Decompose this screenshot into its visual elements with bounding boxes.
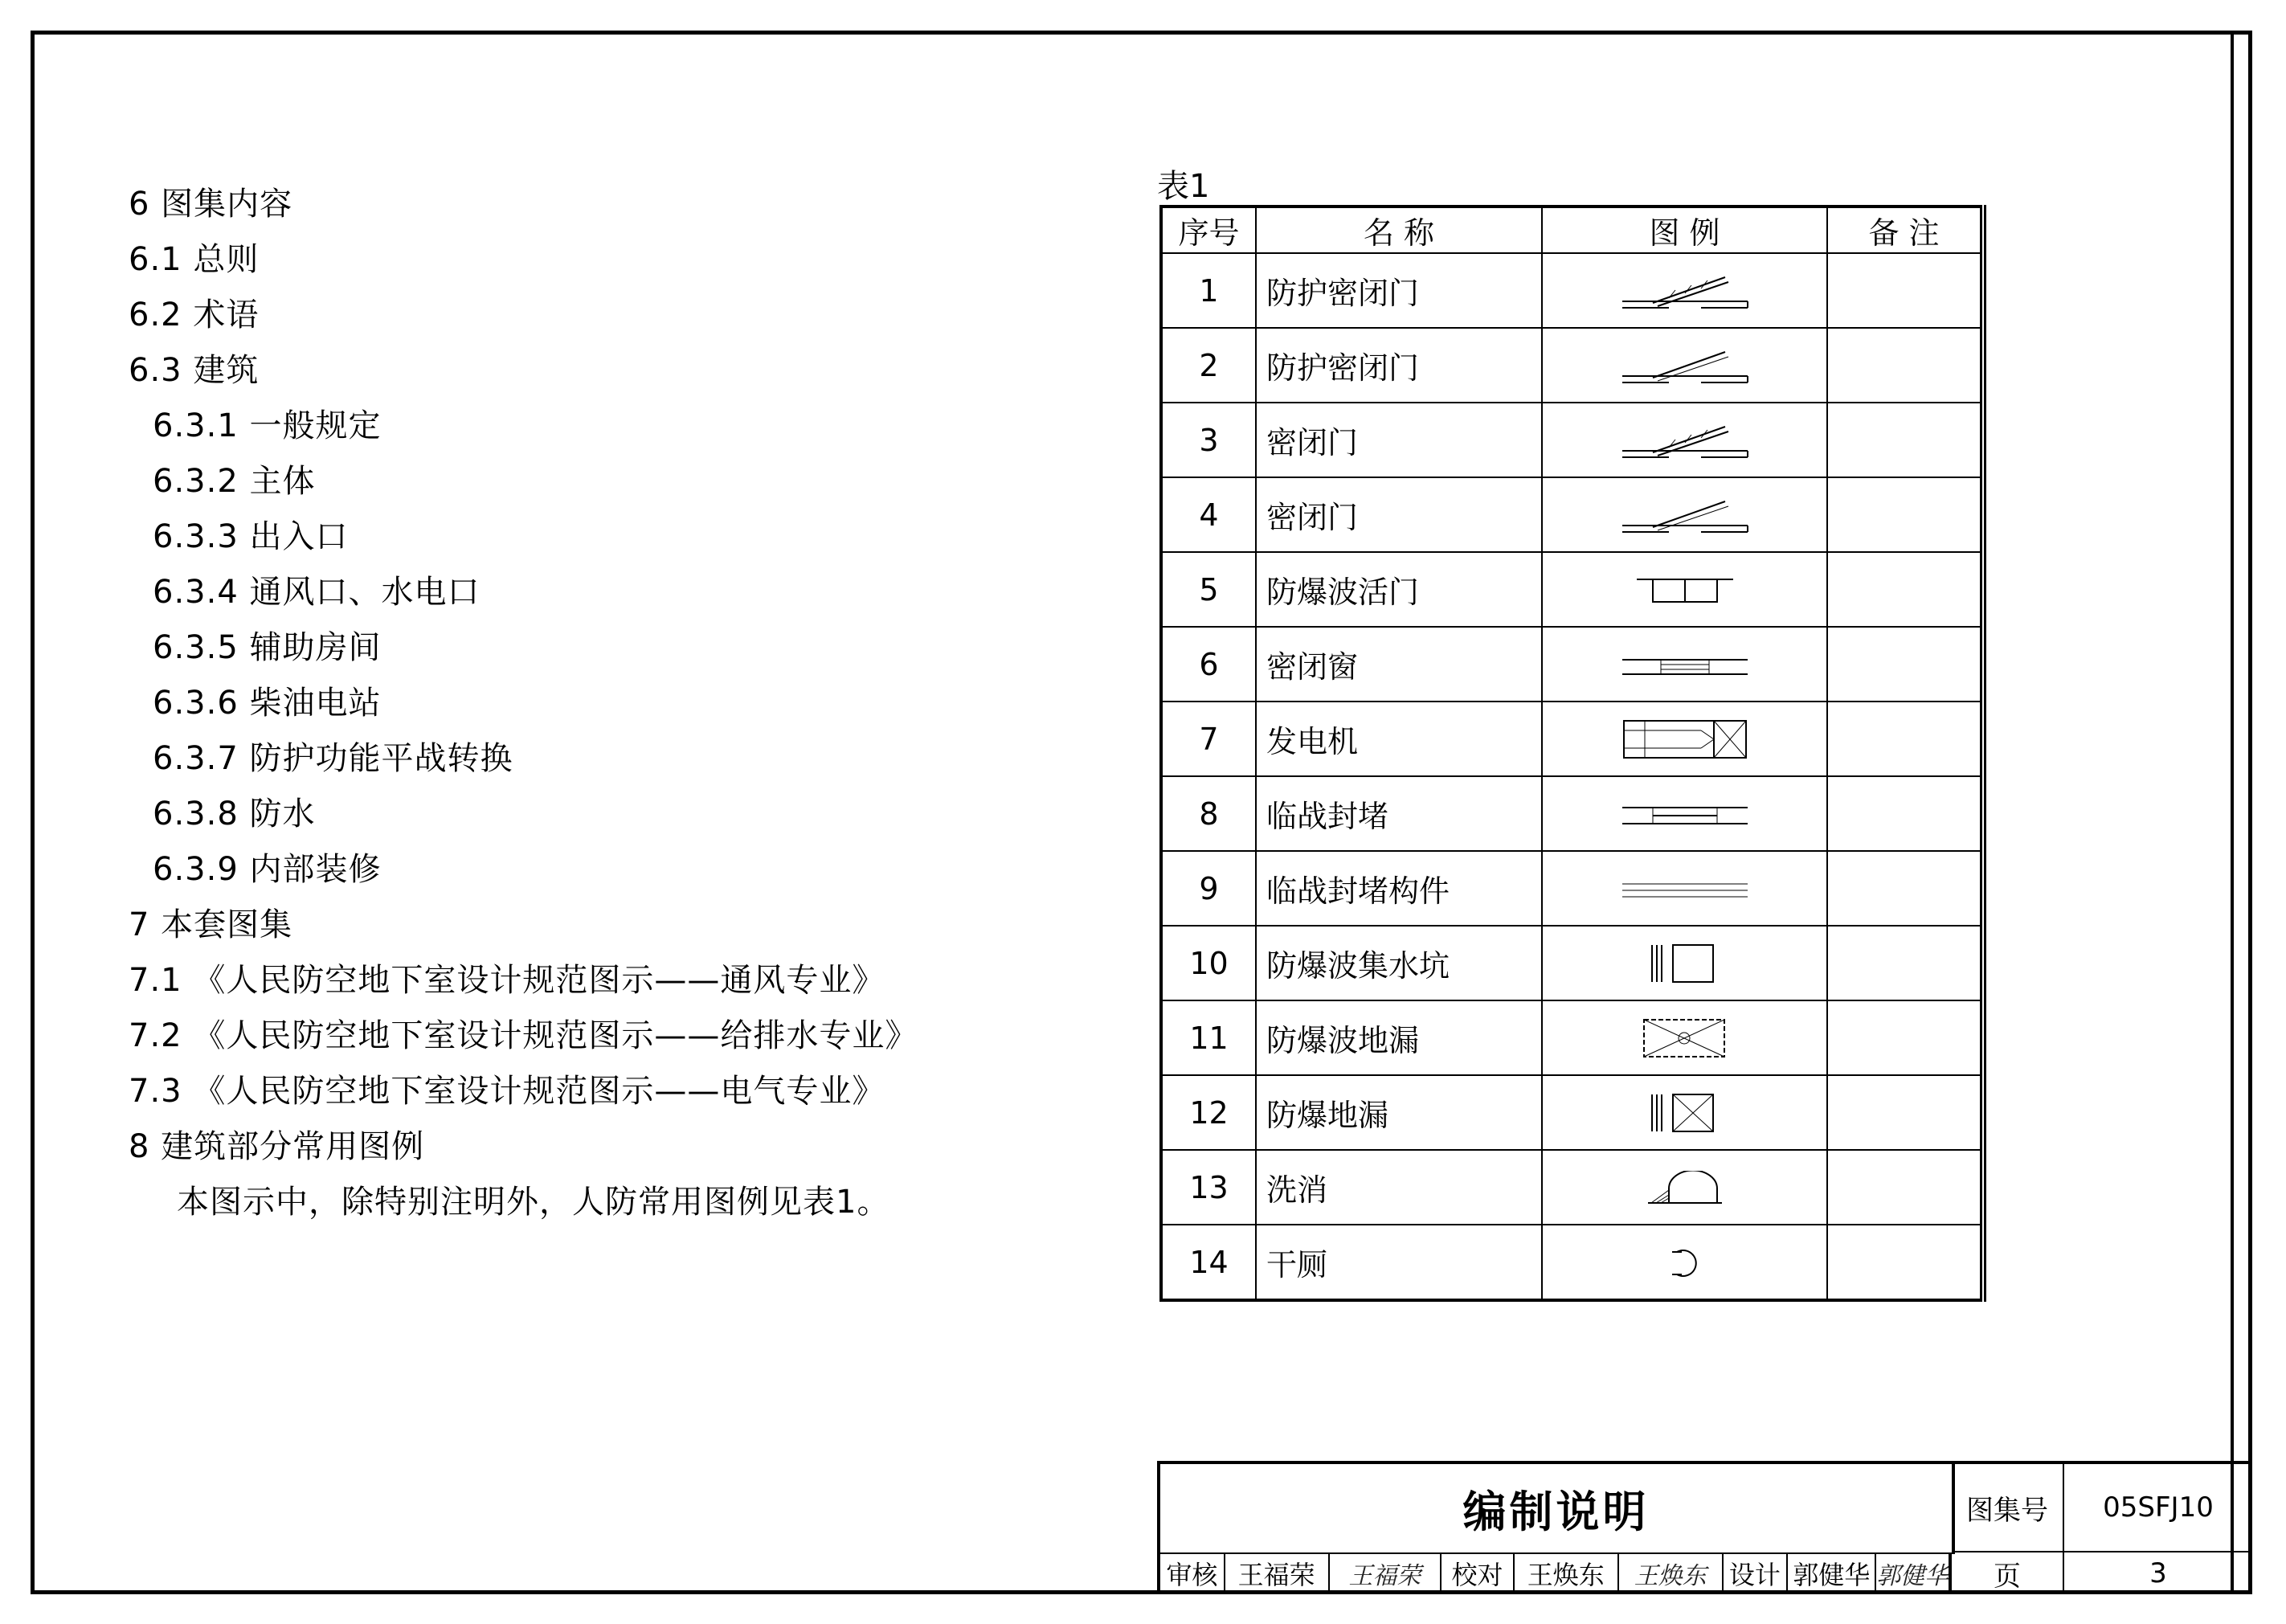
row-name: 防护密闭门 xyxy=(1256,253,1542,328)
row-number: 7 xyxy=(1161,702,1256,776)
row-number: 5 xyxy=(1161,552,1256,627)
contents-line: 6 图集内容 xyxy=(129,186,293,223)
door-tilted-hatched-icon xyxy=(1542,403,1827,477)
row-number: 14 xyxy=(1161,1225,1256,1300)
row-note xyxy=(1827,477,1983,552)
table-row xyxy=(1161,253,1983,328)
row-name: 临战封堵构件 xyxy=(1256,851,1542,926)
checker-signature: 王焕东 xyxy=(1619,1552,1724,1594)
door-tilted-hatched-icon xyxy=(1542,253,1827,328)
contents-line: 6.3.8 防水 xyxy=(153,796,316,832)
row-name: 防爆地漏 xyxy=(1256,1075,1542,1150)
row-number: 12 xyxy=(1161,1075,1256,1150)
row-name: 发电机 xyxy=(1256,702,1542,776)
drawing-title: 编制说明 xyxy=(1160,1464,1955,1554)
table-row xyxy=(1161,702,1983,776)
reviewer-name: 王福荣 xyxy=(1225,1552,1330,1594)
seal-icon xyxy=(1542,776,1827,851)
checker-name: 王焕东 xyxy=(1515,1552,1619,1594)
contents-line: 6.2 术语 xyxy=(129,297,260,333)
row-number: 1 xyxy=(1161,253,1256,328)
contents-line: 本图示中，除特别注明外，人防常用图例见表1。 xyxy=(177,1184,890,1221)
frame-binding-line xyxy=(2231,34,2234,1591)
legend-header-row xyxy=(1161,207,1983,253)
row-note xyxy=(1827,403,1983,477)
designer-signature: 郭健华 xyxy=(1876,1562,1949,1590)
arch-icon xyxy=(1542,1150,1827,1225)
contents-line: 6.3.9 内部装修 xyxy=(153,851,382,888)
table-row xyxy=(1161,627,1983,702)
contents-line: 6.3.7 防护功能平战转换 xyxy=(153,740,513,777)
row-number: 11 xyxy=(1161,1000,1256,1075)
door-tilted-icon xyxy=(1542,328,1827,403)
row-note xyxy=(1827,926,1983,1000)
contents-line: 6.3.4 通风口、水电口 xyxy=(153,574,481,611)
contents-line: 7.3 《人民防空地下室设计规范图示——电气专业》 xyxy=(129,1073,885,1110)
contents-line: 6.1 总则 xyxy=(129,241,260,278)
row-note xyxy=(1827,627,1983,702)
contents-line: 6.3.6 柴油电站 xyxy=(153,685,382,722)
row-number: 9 xyxy=(1161,851,1256,926)
contents-line: 6.3.1 一般规定 xyxy=(153,407,382,444)
review-label: 审核 xyxy=(1160,1552,1225,1594)
blast-valve-icon xyxy=(1542,552,1827,627)
design-label: 设计 xyxy=(1724,1552,1789,1594)
header-num: 序号 xyxy=(1161,207,1256,253)
row-number: 4 xyxy=(1161,477,1256,552)
reviewer-signature: 王福荣 xyxy=(1330,1552,1442,1594)
row-note xyxy=(1827,1000,1983,1075)
box-cross-small-icon xyxy=(1542,1075,1827,1150)
contents-line: 7 本套图集 xyxy=(129,906,293,943)
table-row xyxy=(1161,403,1983,477)
row-note xyxy=(1827,1150,1983,1225)
table-row xyxy=(1161,926,1983,1000)
row-number: 10 xyxy=(1161,926,1256,1000)
row-name: 密闭窗 xyxy=(1256,627,1542,702)
contents-list xyxy=(129,177,1173,1230)
sump-icon xyxy=(1542,926,1827,1000)
contents-line: 8 建筑部分常用图例 xyxy=(129,1128,425,1165)
page-label: 页 xyxy=(1952,1552,2064,1594)
table-row xyxy=(1161,1000,1983,1075)
legend-table xyxy=(1159,205,1986,1302)
check-label: 校对 xyxy=(1442,1552,1515,1594)
row-note xyxy=(1827,1075,1983,1150)
row-number: 13 xyxy=(1161,1150,1256,1225)
atlas-no-label: 图集号 xyxy=(1952,1464,2064,1552)
table-row xyxy=(1161,776,1983,851)
row-name: 临战封堵 xyxy=(1256,776,1542,851)
contents-line: 7.2 《人民防空地下室设计规范图示——给排水专业》 xyxy=(129,1017,918,1054)
header-note: 备 注 xyxy=(1827,207,1983,253)
contents-line: 6.3.2 主体 xyxy=(153,463,316,500)
row-name: 防爆波地漏 xyxy=(1256,1000,1542,1075)
table-caption: 表1 xyxy=(1157,168,1210,205)
table-row xyxy=(1161,1225,1983,1300)
row-note xyxy=(1827,328,1983,403)
row-name: 洗消 xyxy=(1256,1150,1542,1225)
door-tilted-icon xyxy=(1542,477,1827,552)
row-note xyxy=(1827,552,1983,627)
row-number: 2 xyxy=(1161,328,1256,403)
contents-line: 6.3 建筑 xyxy=(129,352,260,389)
row-name: 密闭门 xyxy=(1256,477,1542,552)
row-note xyxy=(1827,253,1983,328)
table-row xyxy=(1161,1150,1983,1225)
table-row xyxy=(1161,1075,1983,1150)
table-row xyxy=(1161,477,1983,552)
circle-open-icon xyxy=(1542,1225,1827,1300)
signature-row xyxy=(1160,1552,1952,1594)
row-number: 3 xyxy=(1161,403,1256,477)
row-number: 6 xyxy=(1161,627,1256,702)
row-note xyxy=(1827,1225,1983,1300)
contents-line: 6.3.3 出入口 xyxy=(153,518,349,555)
row-name: 密闭门 xyxy=(1256,403,1542,477)
window-icon xyxy=(1542,627,1827,702)
row-note xyxy=(1827,702,1983,776)
generator-icon xyxy=(1542,702,1827,776)
box-cross-icon xyxy=(1542,1000,1827,1075)
row-note xyxy=(1827,776,1983,851)
table-row xyxy=(1161,328,1983,403)
table-row xyxy=(1161,851,1983,926)
contents-line: 7.1 《人民防空地下室设计规范图示——通风专业》 xyxy=(129,962,885,999)
contents-line: 6.3.5 辅助房间 xyxy=(153,629,382,666)
row-note xyxy=(1827,851,1983,926)
row-name: 防爆波集水坑 xyxy=(1256,926,1542,1000)
table-row xyxy=(1161,552,1983,627)
row-number: 8 xyxy=(1161,776,1256,851)
page-value: 3 xyxy=(2149,1557,2167,1589)
row-name: 防护密闭门 xyxy=(1256,328,1542,403)
header-symbol: 图 例 xyxy=(1542,207,1827,253)
atlas-no-value: 05SFJ10 xyxy=(2064,1464,2252,1552)
seal-member-icon xyxy=(1542,851,1827,926)
designer-name: 郭健华 xyxy=(1788,1552,1876,1594)
row-name: 防爆波活门 xyxy=(1256,552,1542,627)
title-block xyxy=(1157,1461,2252,1594)
row-name: 干厕 xyxy=(1256,1225,1542,1300)
header-name: 名 称 xyxy=(1256,207,1542,253)
